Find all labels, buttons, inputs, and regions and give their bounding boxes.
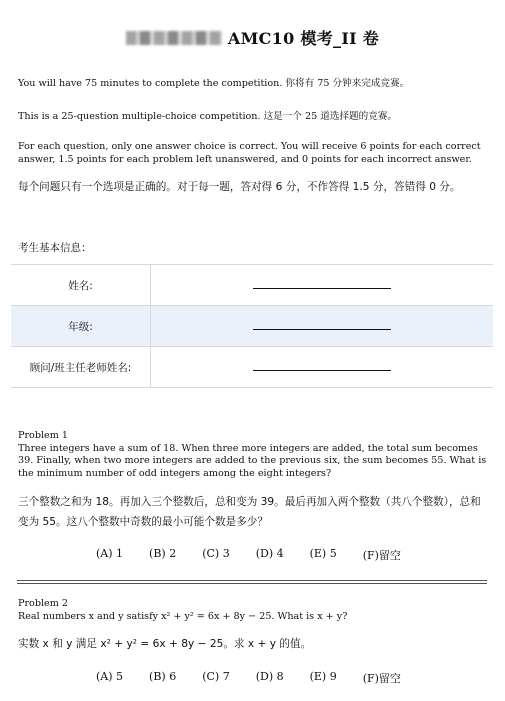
divider — [17, 583, 487, 584]
intro-format: This is a 25-question multiple-choice competition. 这是一个 25 道选择题的竞赛。 — [18, 111, 398, 122]
choice-f[interactable]: (F)留空 — [362, 672, 401, 685]
info-row-label: 姓名: — [11, 265, 151, 306]
choice-a[interactable]: (A) 1 — [96, 547, 124, 560]
grade-field[interactable] — [253, 319, 391, 330]
info-label: 考生基本信息： — [18, 242, 92, 254]
problem-2-choices — [96, 670, 427, 686]
info-row-label: 年级: — [11, 306, 151, 347]
problem-1-text: Three integers have a sum of 18. When three more integers are added, the total sum becomes 39. Finally, when two more integers are added to the previous six, the sum becomes 55. What is the minimum number of odd integers among the eight integers? — [18, 443, 487, 479]
problem-2-heading: Problem 2 — [18, 598, 68, 609]
choice-a[interactable]: (A) 5 — [96, 670, 124, 683]
choice-e[interactable]: (E) 5 — [309, 547, 337, 560]
choice-c[interactable]: (C) 3 — [202, 547, 230, 560]
info-row-name — [11, 265, 493, 306]
intro-scoring-cn: 每个问题只有一个选项是正确的。对于每一题，答对得 6 分，不作答得 1.5 分，答错得 0 分。 — [18, 181, 461, 193]
choice-d[interactable]: (D) 4 — [255, 547, 284, 560]
choice-b[interactable]: (B) 2 — [149, 547, 177, 560]
page-title: AMC10 模考_II 卷 — [227, 29, 380, 48]
choice-f[interactable]: (F)留空 — [362, 549, 401, 562]
info-row-advisor — [11, 347, 493, 388]
problem-1-heading: Problem 1 — [18, 430, 68, 441]
divider — [17, 580, 487, 581]
info-row-label: 顾问/班主任老师姓名: — [11, 347, 151, 388]
info-table — [11, 264, 493, 388]
problem-1-choices — [96, 547, 427, 563]
name-field[interactable] — [253, 278, 391, 289]
problem-2-text-cn: 实数 x 和 y 满足 x² + y² = 6x + 8y − 25。求 x + y 的值。 — [18, 638, 312, 650]
intro-scoring-en: For each question, only one answer choice is correct. You will receive 6 points for each correct answer, 1.5 points for each problem left unanswered, and 0 points for each incorrect answer. — [18, 141, 481, 165]
header — [0, 26, 505, 49]
problem-1-text-cn: 三个整数之和为 18。再加入三个整数后，总和变为 39。最后再加入两个整数（共八个整数），总和变为 55。这八个整数中奇数的最小可能个数是多少？ — [18, 496, 481, 528]
advisor-field[interactable] — [253, 360, 391, 371]
choice-d[interactable]: (D) 8 — [255, 670, 284, 683]
info-row-grade — [11, 306, 493, 347]
choice-c[interactable]: (C) 7 — [202, 670, 230, 683]
intro-time: You will have 75 minutes to complete the competition. 你将有 75 分钟来完成竞赛。 — [18, 78, 410, 89]
redacted-logo — [126, 31, 222, 45]
choice-e[interactable]: (E) 9 — [309, 670, 337, 683]
problem-2-text: Real numbers x and y satisfy x² + y² = 6x + 8y − 25. What is x + y? — [18, 611, 348, 622]
choice-b[interactable]: (B) 6 — [149, 670, 177, 683]
